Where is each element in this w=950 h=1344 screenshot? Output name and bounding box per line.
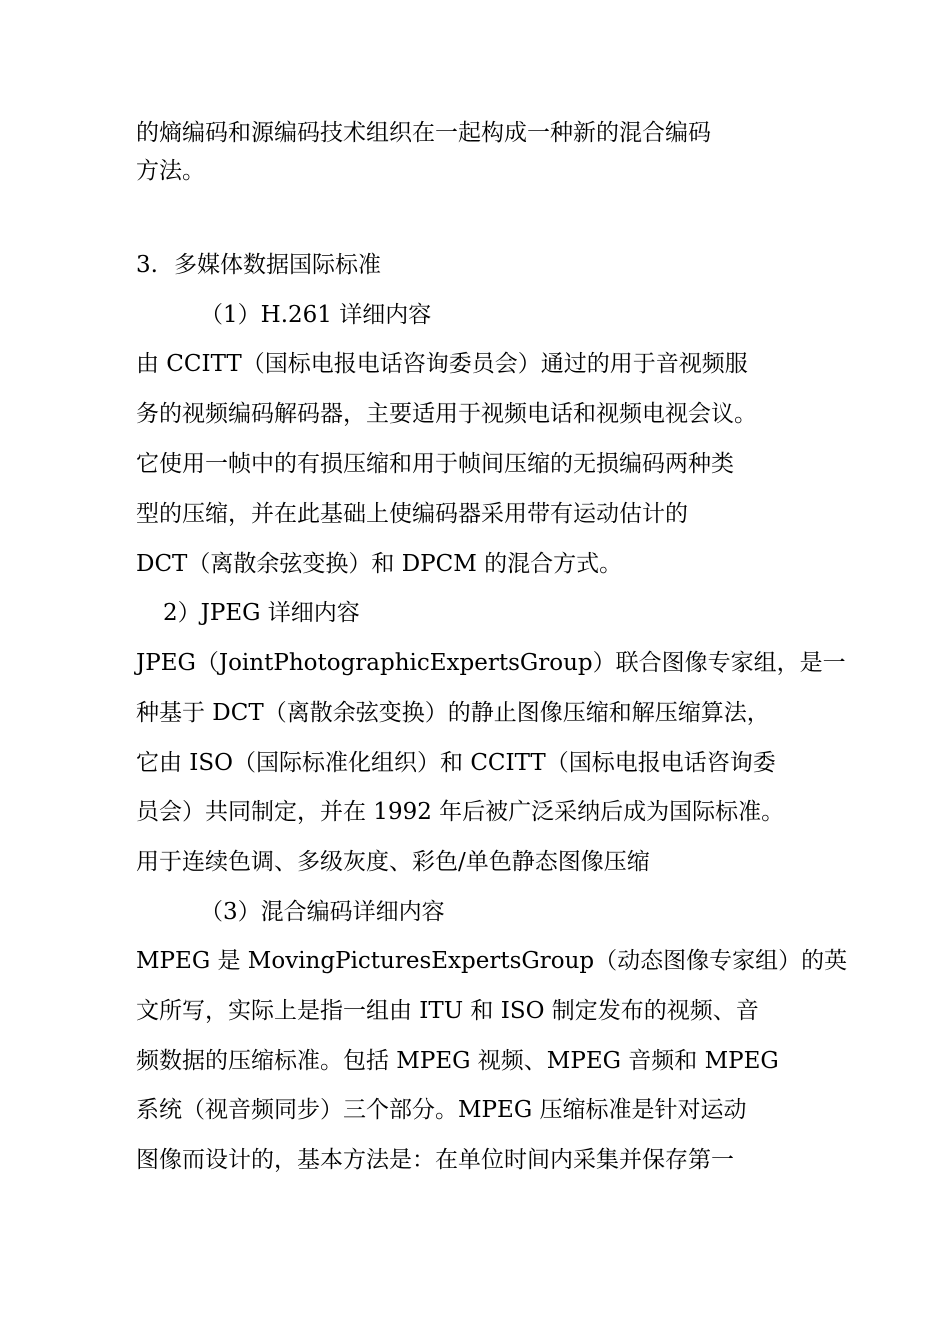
intro-line-2: 方法。 (136, 158, 205, 184)
jpeg-line-5: 用于连续色调、多级灰度、彩色/单色静态图像压缩 (136, 849, 650, 875)
jpeg-line-2: 种基于 DCT（离散余弦变换）的静止图像压缩和解压缩算法， (136, 700, 770, 726)
jpeg-line-1: JPEG（JointPhotographicExpertsGroup）联合图像专家组，是一 (136, 650, 846, 676)
h261-line-3: 它使用一帧中的有损压缩和用于帧间压缩的无损编码两种类 (136, 451, 734, 477)
jpeg-line-3: 它由 ISO（国际标准化组织）和 CCITT（国标电报电话咨询委 (136, 750, 776, 776)
intro-line-1: 的熵编码和源编码技术组织在一起构成一种新的混合编码 (136, 120, 711, 146)
section-3-title: 多媒体数据国际标准 (174, 252, 381, 278)
h261-heading: （1）H.261 详细内容 (200, 302, 432, 328)
mpeg-heading: （3）混合编码详细内容 (200, 899, 445, 925)
mpeg-line-2: 文所写，实际上是指一组由 ITU 和 ISO 制定发布的视频、音 (136, 998, 759, 1024)
jpeg-heading: 2）JPEG 详细内容 (163, 600, 360, 626)
section-3-heading (136, 250, 381, 280)
mpeg-line-4: 系统（视音频同步）三个部分。MPEG 压缩标准是针对运动 (136, 1097, 747, 1123)
h261-line-2: 务的视频编码解码器，主要适用于视频电话和视频电视会议。 (136, 401, 757, 427)
mpeg-line-3: 频数据的压缩标准。包括 MPEG 视频、MPEG 音频和 MPEG (136, 1048, 779, 1074)
h261-line-5: DCT（离散余弦变换）和 DPCM 的混合方式。 (136, 551, 623, 577)
mpeg-line-1: MPEG 是 MovingPicturesExpertsGroup（动态图像专家组）的英 (136, 948, 848, 974)
jpeg-line-4: 员会）共同制定，并在 1992 年后被广泛采纳后成为国际标准。 (136, 799, 785, 825)
mpeg-line-5: 图像而设计的，基本方法是：在单位时间内采集并保存第一 (136, 1147, 734, 1173)
section-3-number: 3. (136, 252, 158, 278)
h261-line-4: 型的压缩，并在此基础上使编码器采用带有运动估计的 (136, 501, 688, 527)
h261-line-1: 由 CCITT（国标电报电话咨询委员会）通过的用于音视频服 (136, 351, 748, 377)
